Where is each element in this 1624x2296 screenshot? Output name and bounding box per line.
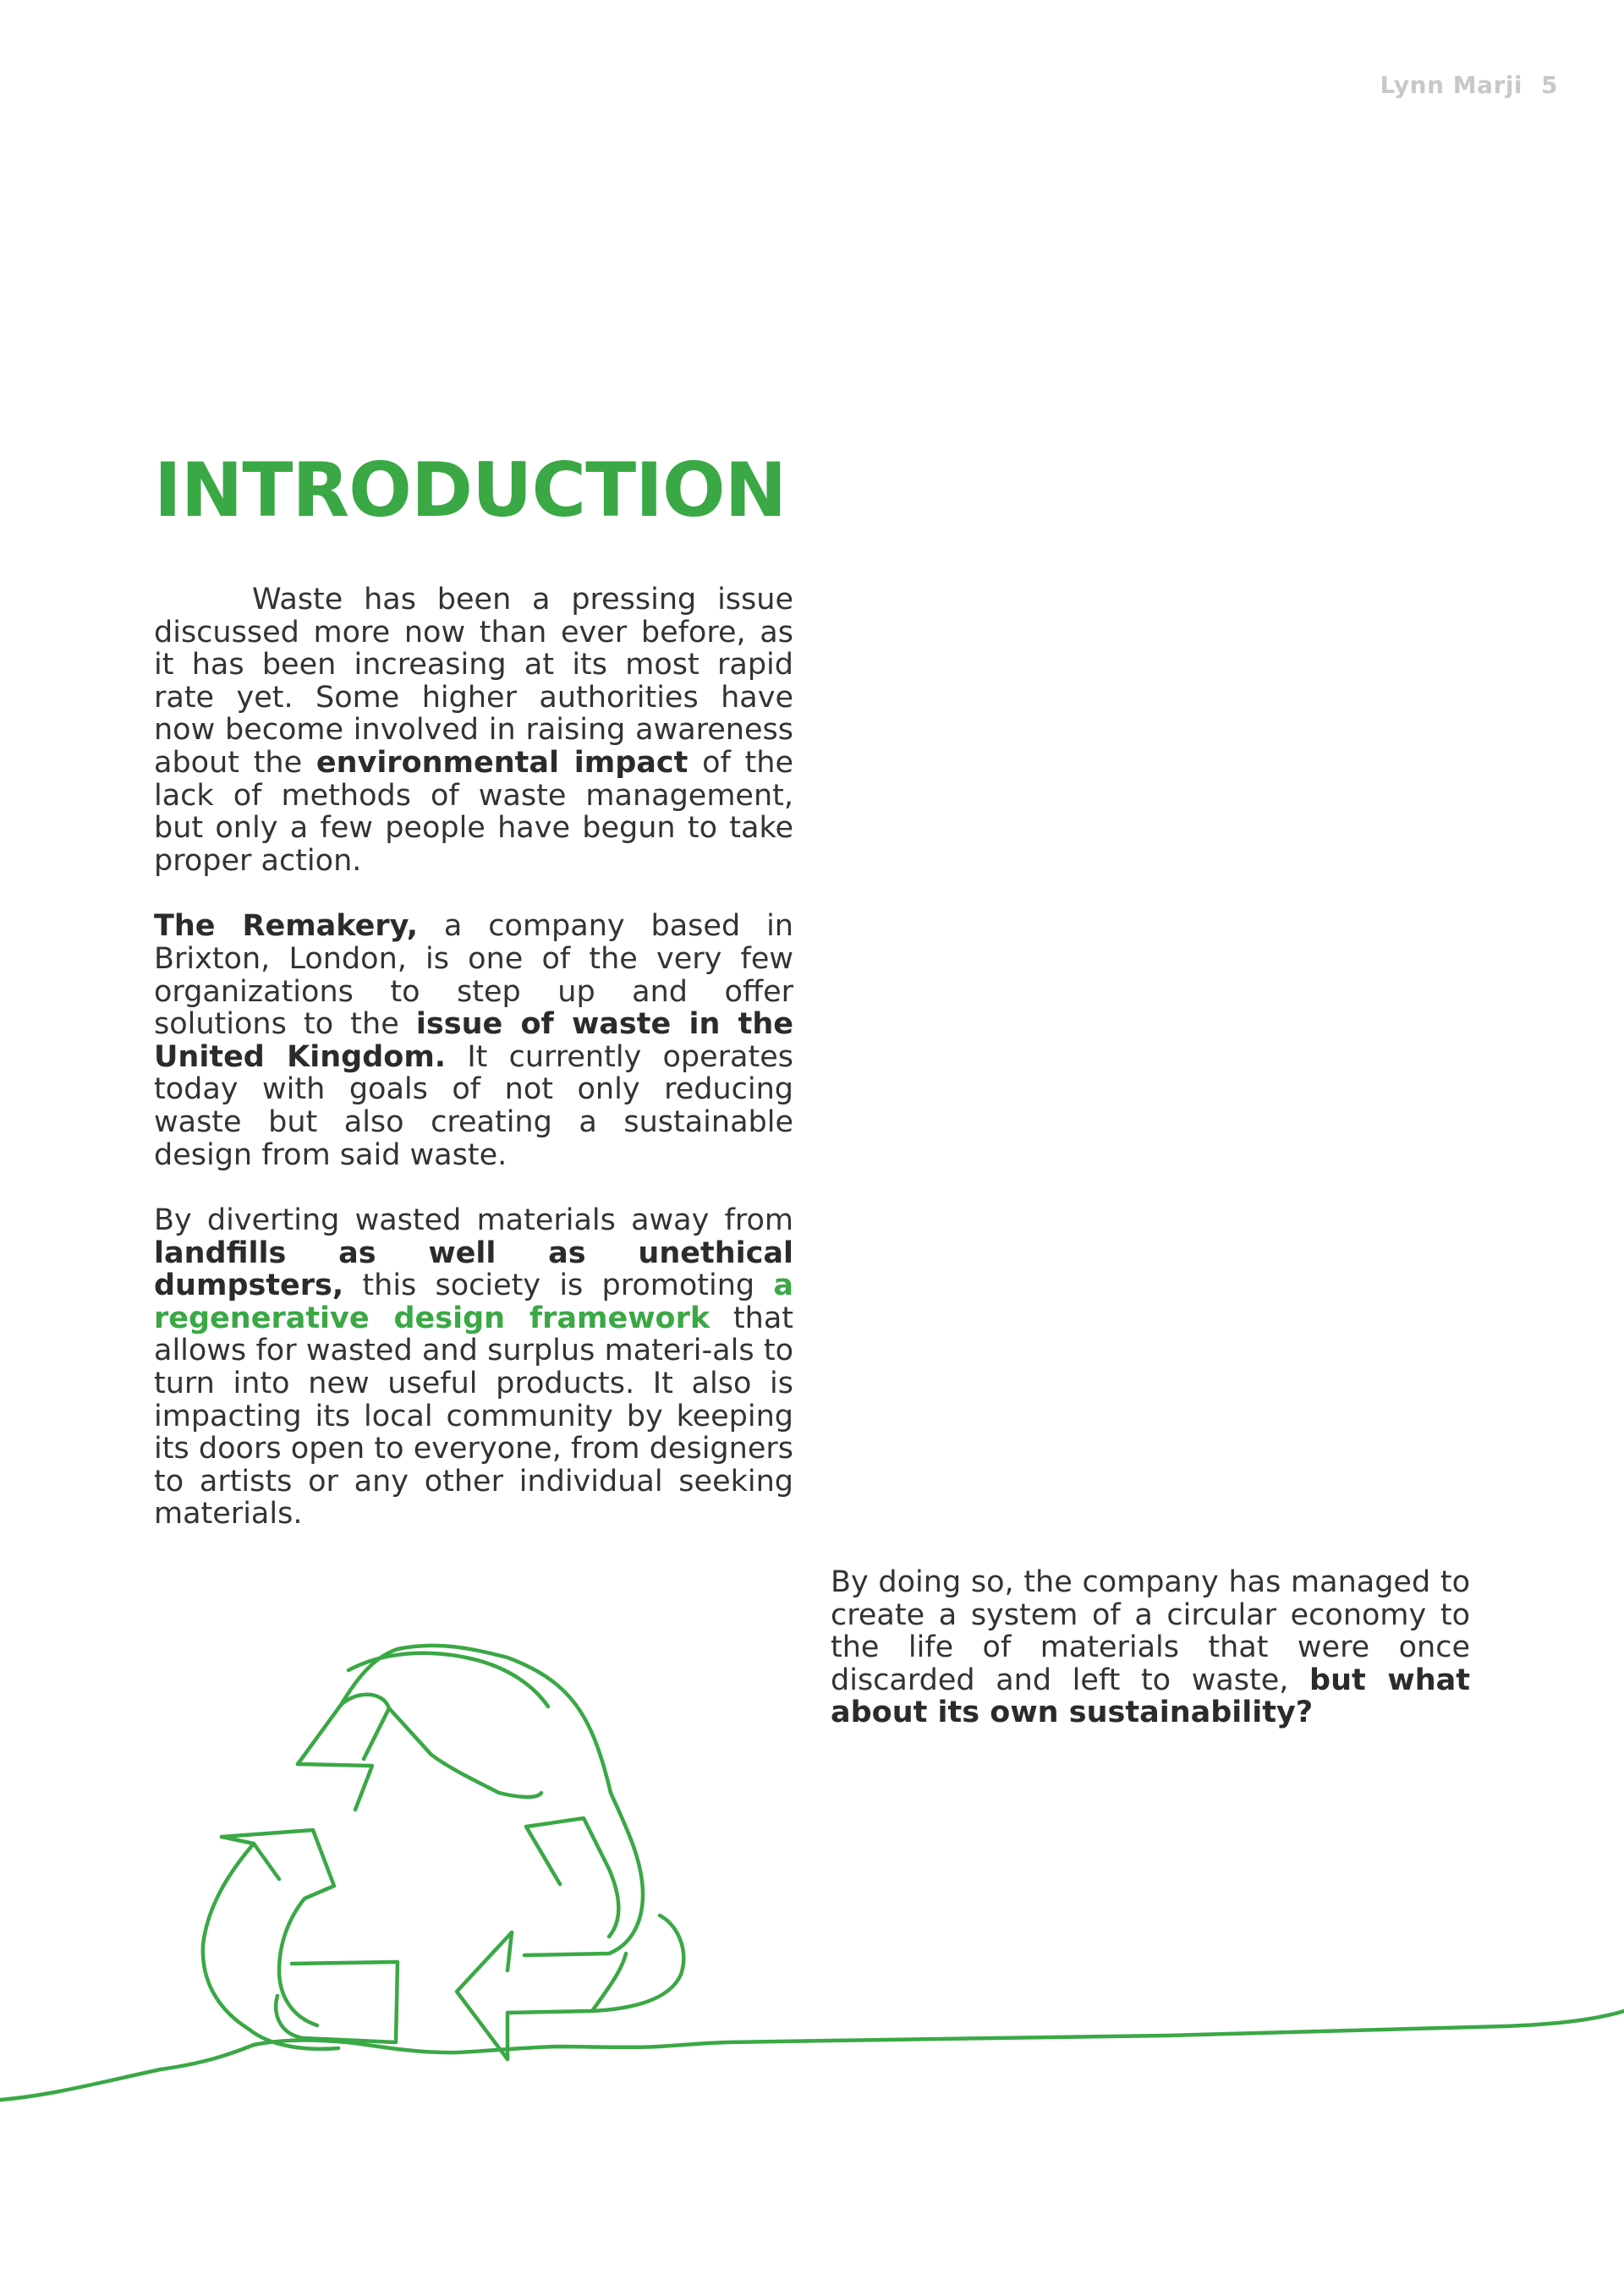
- recycle-icon: [0, 1607, 1624, 2114]
- highlight-phrase: a regenerative design framework: [154, 1269, 793, 1335]
- author-name: Lynn Marji: [1380, 71, 1523, 99]
- page-number: 5: [1541, 71, 1558, 99]
- page-header: [1361, 71, 1558, 99]
- paragraph-intro: Waste has been a pressing issue discussed more now than ever before, as it has been increasing at its most rapid rate yet. Some higher authorities have now become involved in raising awareness about the environmental impact of the lack of methods of waste management, but only a few people have begun to take proper action.: [154, 583, 793, 878]
- body-column: [154, 584, 793, 1564]
- paragraph-closing: By doing so, the company has managed to create a system of a circular economy to the life of materials that were once discarded and left to waste, but what about its own sustainability?: [831, 1565, 1470, 1730]
- paragraph-remakery: The Remakery, a company based in Brixton, London, is one of the very few organizations to step up and offer solutions to the issue of waste in the United Kingdom. It currently operates today with goals of not only reducing waste but also creating a sustainable design from said waste.: [154, 909, 793, 1172]
- bold-phrase: issue of waste in the United Kingdom.: [154, 1007, 793, 1074]
- bold-phrase: The Remakery,: [154, 909, 419, 944]
- bold-question: but what about its own sustainability?: [831, 1663, 1470, 1730]
- bold-phrase: landfills as well as unethical dumpsters,: [154, 1236, 793, 1303]
- paragraph-diverting: By diverting wasted materials away from landfills as well as unethical dumpsters, this society is promoting a regenerative design framework that allows for wasted and surplus materi-als to turn into new useful products. It also is impacting its local community by keeping its doors open to everyone, from designers to artists or any other individual seeking materials.: [154, 1203, 794, 1532]
- bold-phrase: environmental impact: [315, 745, 689, 780]
- page-title: INTRODUCTION: [154, 447, 787, 534]
